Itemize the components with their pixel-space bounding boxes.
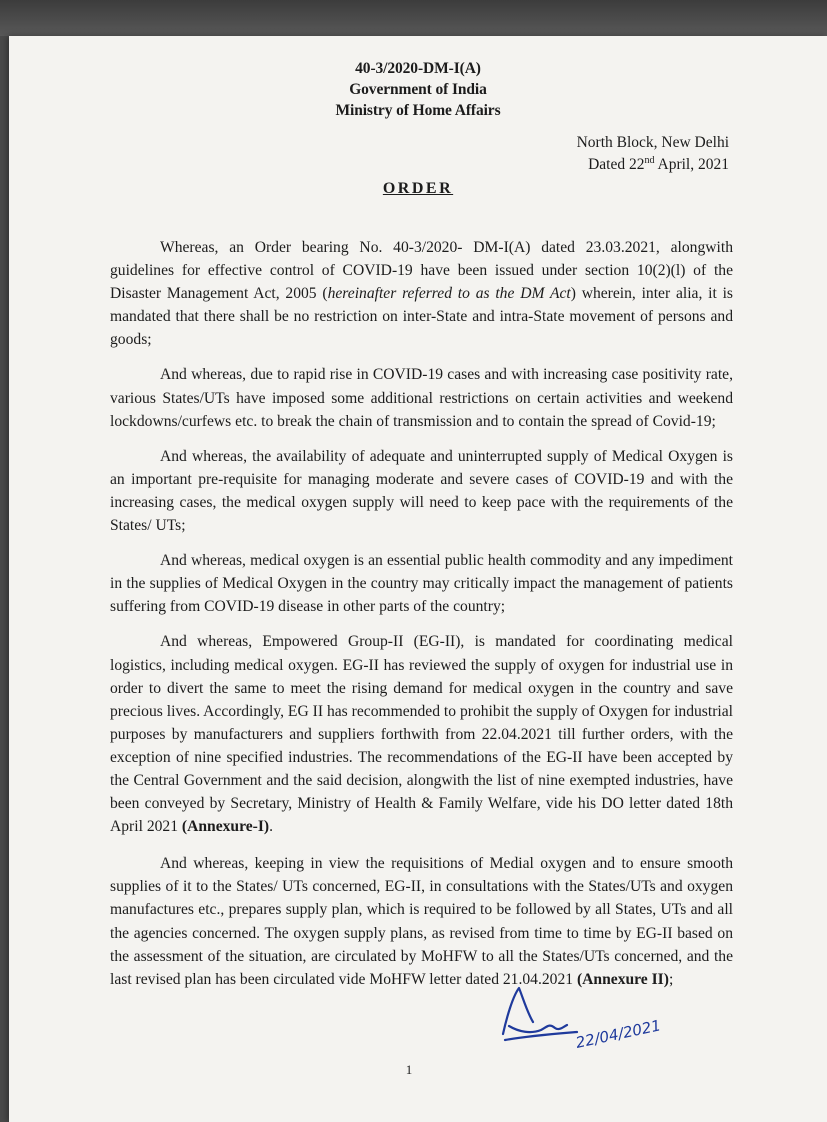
- paragraph-5-text-a: And whereas, Empowered Group-II (EG-II), is mandated for coordinating medical logistics, including medical oxygen. EG-II has reviewed the supply of oxygen for industrial use in order to divert the same to meet the rising demand for medical oxygen in the country and save precious lives. Accordingly, EG II has recommended to prohibit the supply of Oxygen for industrial purposes by manufacturers and suppliers forthwith from 22.04.2021 till further orders, with the exception of nine specified industries. The recommendations of the EG-II have been accepted by the Central Government and the said decision, alongwith the list of nine exempted industries, have been conveyed by Secretary, Ministry of Health & Family Welfare, vide his DO letter dated 18th April 2021: [110, 633, 733, 836]
- paragraph-5-annexure: (Annexure-I): [181, 818, 270, 836]
- date: [577, 154, 729, 176]
- ministry-name: Ministry of Home Affairs: [335, 102, 501, 119]
- paragraph-3: And whereas, the availability of adequate and uninterrupted supply of Medical Oxygen is an important pre-requisite for managing moderate and severe cases of COVID-19 and with the increasing cases, the medical oxygen supply will need to keep pace with the requirements of the States/ UTs;: [110, 447, 733, 535]
- handwritten-signature: [497, 976, 717, 1056]
- paragraph-1-italic: hereinafter referred to as the DM Act: [327, 285, 571, 303]
- paragraph-6-text-a: And whereas, keeping in view the requisitions of Medial oxygen and to ensure smooth supplies of it to the States/ UTs concerned, EG-II, in consultations with the States/UTs and oxygen manufactures etc., prepares supply plan, which is required to be followed by all States, UTs and all the agencies concerned. The oxygen supply plans, as revised from time to time by EG-II based on the assessment of the situation, are circulated by MoHFW to all the States/UTs concerned, and the last revised plan has been circulated vide MoHFW letter dated 21.04.2021: [110, 855, 733, 988]
- paragraph-4: And whereas, medical oxygen is an essential public health commodity and any impediment in the supplies of Medical Oxygen in the country may critically impact the management of patients suffering from COVID-19 disease in other parts of the country;: [110, 552, 733, 616]
- paragraph-6-text-c: ;: [668, 970, 674, 988]
- paragraph-1-text-a: Whereas, an Order bearing No. 40-3/2020- DM-I(A) dated 23.03.2021, alongwith guidelines for effective control of COVID-19 have been issued under section 10(2)(l) of the Disaster Management Act, 2005 (: [110, 239, 733, 303]
- order-heading: ORDER: [382, 180, 454, 197]
- document-body: [110, 236, 733, 1003]
- date-superscript: nd: [644, 154, 655, 166]
- paragraph-5-text-c: .: [269, 818, 274, 836]
- document-header: [9, 58, 827, 121]
- reference-number: 40-3/2020-DM-I(A): [355, 60, 481, 77]
- signature-date: 22/04/2021: [574, 1016, 663, 1052]
- viewer-top-bar: [0, 0, 827, 36]
- page-number: 1: [405, 1062, 413, 1077]
- paragraph-1-text-c: ) wherein, inter alia, it is mandated that there shall be no restriction on inter-State and intra-State movement of persons and goods;: [110, 285, 733, 349]
- paragraph-2: And whereas, due to rapid rise in COVID-19 cases and with increasing case positivity rate, various States/UTs have imposed some additional restrictions on certain activities and weekend lockdowns/curfews etc. to break the chain of transmission and to contain the spread of Covid-19;: [110, 366, 733, 430]
- paragraph-6: [110, 852, 733, 991]
- paragraph-6-annexure: (Annexure II): [576, 970, 669, 988]
- document-page: [9, 36, 827, 1122]
- place-and-date: [577, 132, 729, 176]
- place: North Block, New Delhi: [576, 134, 729, 151]
- government-name: Government of India: [349, 81, 487, 98]
- paragraph-5: [110, 630, 733, 838]
- date-prefix: Dated 22: [588, 156, 645, 173]
- date-suffix: April, 2021: [654, 156, 729, 173]
- paragraph-1: [110, 236, 733, 351]
